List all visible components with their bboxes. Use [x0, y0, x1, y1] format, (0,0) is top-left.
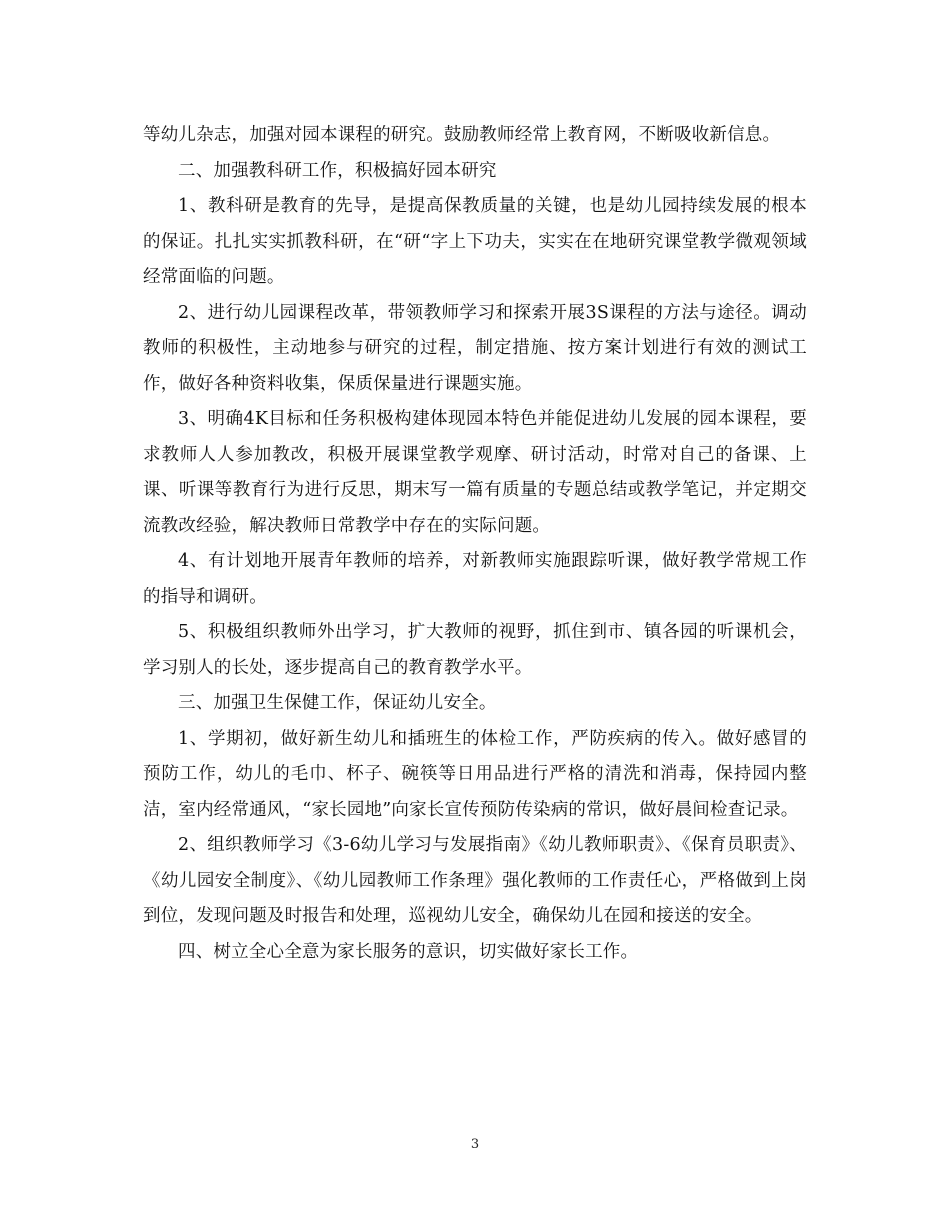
paragraph-item: 3、明确4K目标和任务积极构建体现园本特色并能促进幼儿发展的园本课程，要求教师人人参加教改，积极开展课堂教学观摩、研讨活动，时常对自己的备课、上课、听课等教育行为进行反思，期末写一篇有质量的专题总结或教学笔记，并定期交流教改经验，解决教师日常教学中存在的实际问题。 — [143, 409, 807, 536]
paragraph-continued: 等幼儿杂志，加强对园本课程的研究。鼓励教师经常上教育网，不断吸收新信息。 — [143, 125, 781, 145]
paragraph-item: 5、积极组织教师外出学习，扩大教师的视野，抓住到市、镇各园的听课机会，学习别人的长处，逐步提高自己的教育教学水平。 — [143, 622, 807, 678]
paragraph-item: 1、教科研是教育的先导，是提高保教质量的关键，也是幼儿园持续发展的根本的保证。扎扎实实抓教科研，在“研“字上下功夫，实实在在地研究课堂教学微观领域经常面临的问题。 — [143, 196, 807, 287]
paragraph-item: 4、有计划地开展青年教师的培养，对新教师实施跟踪听课，做好教学常规工作的指导和调研。 — [143, 551, 807, 607]
paragraph-item: 1、学期初，做好新生幼儿和插班生的体检工作，严防疾病的传入。做好感冒的预防工作，幼儿的毛巾、杯子、碗筷等日用品进行严格的清洗和消毒，保持园内整洁，室内经常通风，“家长园地”向家长宣传预防传染病的常识，做好晨间检查记录。 — [143, 728, 807, 820]
page-number: 3 — [470, 1137, 480, 1152]
paragraph-item: 2、进行幼儿园课程改革，带领教师学习和探索开展3S课程的方法与途径。调动教师的积极性，主动地参与研究的过程，制定措施、按方案计划进行有效的测试工作，做好各种资料收集，保质保量进行课题实施。 — [143, 302, 807, 394]
paragraph-item: 2、组织教师学习《3-6幼儿学习与发展指南》《幼儿教师职责》、《保育员职责》、《幼儿园安全制度》、《幼儿园教师工作条理》强化教师的工作责任心，严格做到上岗到位，发现问题及时报告和处理，巡视幼儿安全，确保幼儿在园和接送的安全。 — [143, 835, 807, 926]
section-heading-2: 二、加强教科研工作，积极搞好园本研究 — [178, 160, 497, 181]
section-heading-4: 四、树立全心全意为家长服务的意识，切实做好家长工作。 — [178, 941, 639, 962]
section-heading-3: 三、加强卫生保健工作，保证幼儿安全。 — [178, 693, 497, 713]
document-body — [143, 118, 807, 970]
